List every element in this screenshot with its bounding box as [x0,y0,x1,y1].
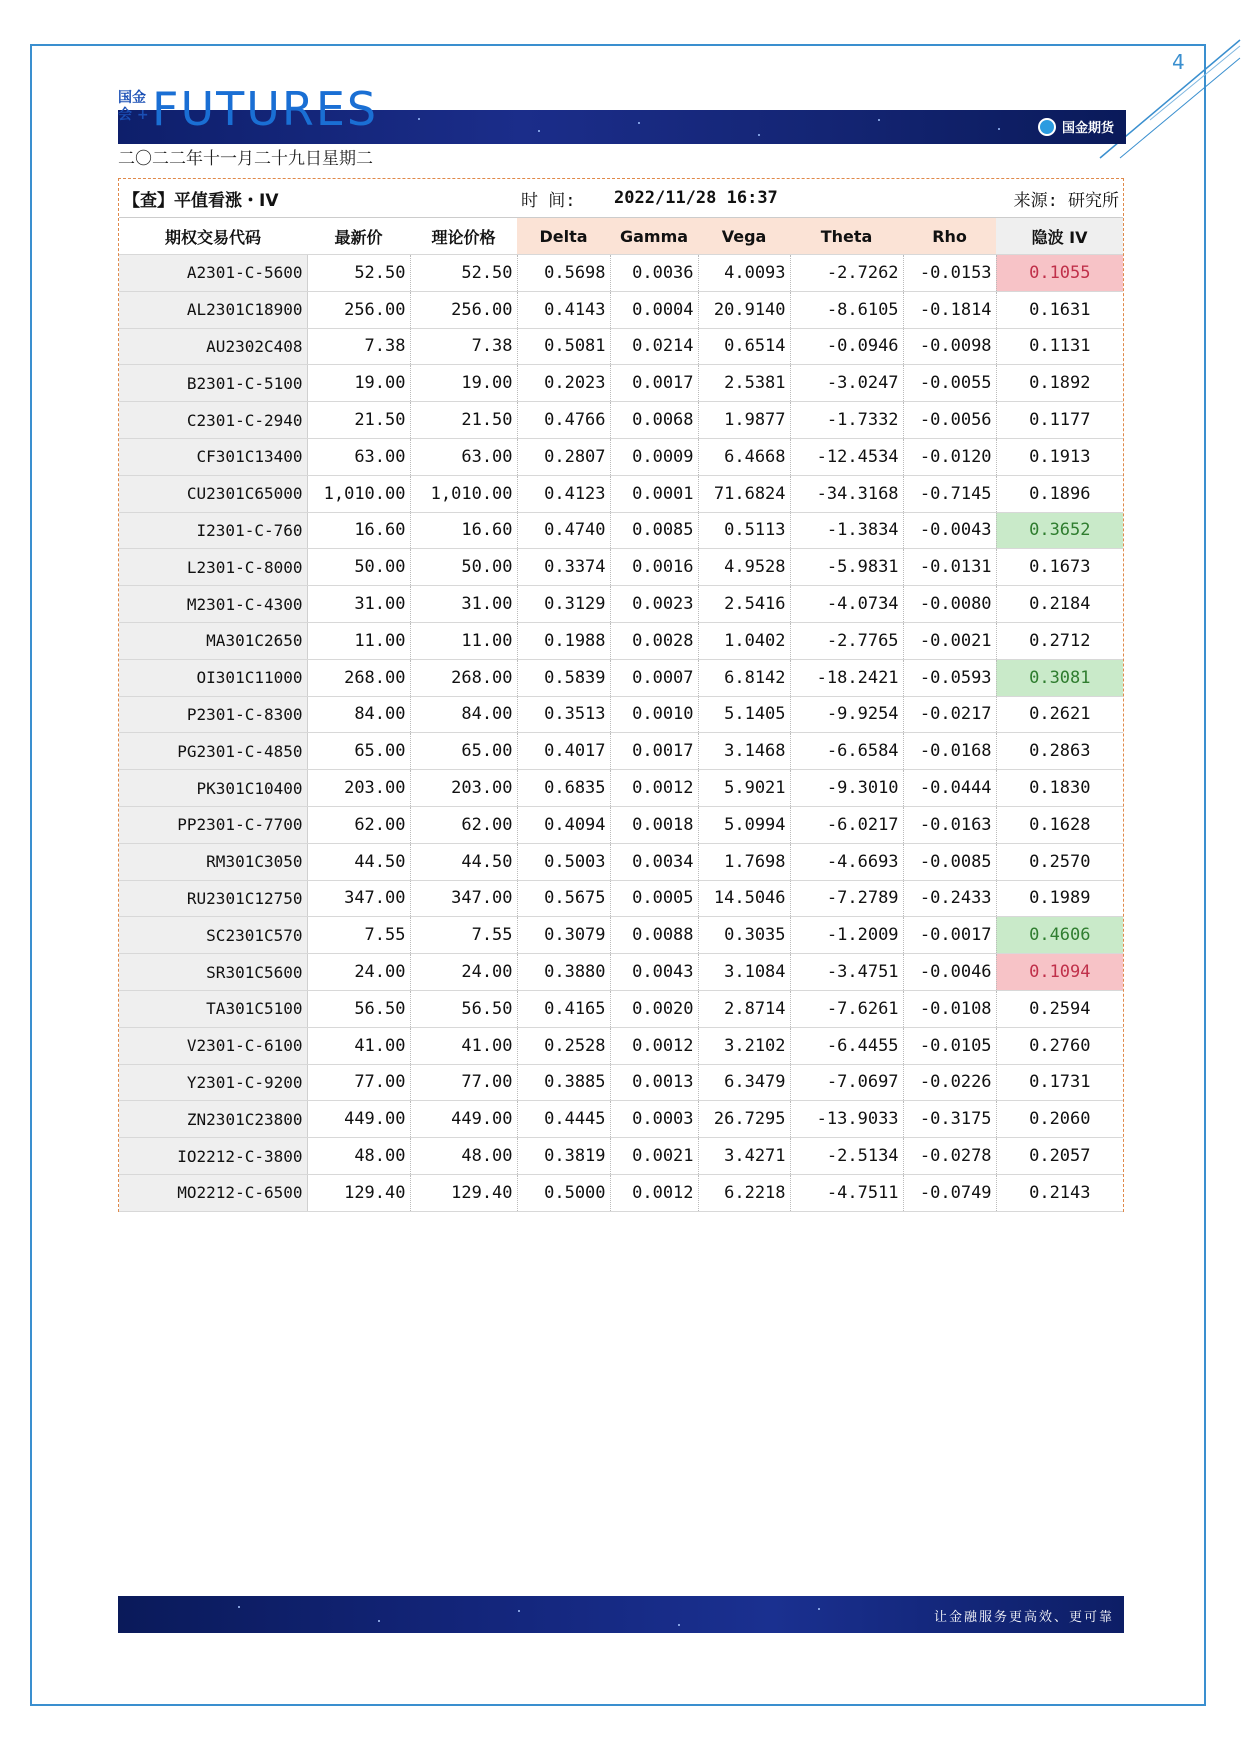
table-row [119,843,1123,880]
option-code-cell: CF301C13400 [119,438,307,475]
table-cell: 0.2712 [996,622,1123,659]
table-cell: 0.1988 [517,622,610,659]
table-cell: 0.5839 [517,659,610,696]
option-code-cell: RM301C3050 [119,843,307,880]
table-cell: 0.2528 [517,1027,610,1064]
table-cell: 0.1055 [996,255,1123,292]
option-code-cell: MO2212-C-6500 [119,1174,307,1211]
table-cell: -0.0055 [903,365,996,402]
iv-table-container [118,178,1124,1212]
table-cell: 0.0068 [610,402,698,439]
table-cell: -0.0108 [903,990,996,1027]
table-cell: -9.3010 [790,770,903,807]
column-header: Theta [790,218,903,255]
table-row [119,291,1123,328]
table-cell: 14.5046 [698,880,790,917]
table-cell: 0.3652 [996,512,1123,549]
logo-small-text: 国金 会 + [118,90,149,123]
table-row [119,1027,1123,1064]
page-number: 4 [1172,50,1185,74]
table-cell: 7.38 [410,328,517,365]
option-code-cell: SR301C5600 [119,954,307,991]
table-cell: 0.4017 [517,733,610,770]
brand-logo [1038,117,1114,136]
table-cell: 0.0012 [610,1174,698,1211]
table-cell: 0.3079 [517,917,610,954]
option-code-cell: V2301-C-6100 [119,1027,307,1064]
table-cell: 19.00 [307,365,410,402]
table-row [119,402,1123,439]
brand-name: 国金期货 [1061,121,1114,136]
table-cell: -0.1814 [903,291,996,328]
table-cell: 26.7295 [698,1101,790,1138]
table-cell: 84.00 [307,696,410,733]
table-cell: -0.7145 [903,475,996,512]
table-row [119,586,1123,623]
table-cell: -1.2009 [790,917,903,954]
table-cell: -0.0105 [903,1027,996,1064]
table-cell: 77.00 [410,1064,517,1101]
table-cell: 0.0023 [610,586,698,623]
table-cell: -7.0697 [790,1064,903,1101]
table-row [119,880,1123,917]
option-code-cell: AU2302C408 [119,328,307,365]
table-cell: 2.5416 [698,586,790,623]
table-cell: -5.9831 [790,549,903,586]
option-code-cell: TA301C5100 [119,990,307,1027]
table-cell: -2.5134 [790,1138,903,1175]
table-cell: 0.3819 [517,1138,610,1175]
footer-slogan: 让金融服务更高效、更可靠 [933,1610,1114,1625]
table-cell: 31.00 [307,586,410,623]
table-cell: 0.0043 [610,954,698,991]
table-cell: 0.3035 [698,917,790,954]
brand-icon [1038,118,1056,136]
table-cell: 24.00 [410,954,517,991]
table-cell: 63.00 [410,438,517,475]
report-date: 二〇二二年十一月二十九日星期二 [118,149,373,169]
table-row [119,990,1123,1027]
table-cell: 0.0214 [610,328,698,365]
table-row [119,806,1123,843]
table-cell: 0.4606 [996,917,1123,954]
table-cell: 4.0093 [698,255,790,292]
option-code-cell: IO2212-C-3800 [119,1138,307,1175]
table-row [119,770,1123,807]
table-cell: -6.4455 [790,1027,903,1064]
option-code-cell: AL2301C18900 [119,291,307,328]
table-cell: 3.4271 [698,1138,790,1175]
table-cell: 0.0012 [610,1027,698,1064]
table-cell: 77.00 [307,1064,410,1101]
table-cell: 0.3880 [517,954,610,991]
table-cell: -0.0168 [903,733,996,770]
table-cell: 0.1896 [996,475,1123,512]
table-cell: 52.50 [410,255,517,292]
table-cell: 0.0088 [610,917,698,954]
table-cell: -3.4751 [790,954,903,991]
table-cell: 0.2570 [996,843,1123,880]
table-cell: 3.1468 [698,733,790,770]
table-cell: 0.0021 [610,1138,698,1175]
time-label: 时 间: [517,179,610,218]
table-cell: -0.0749 [903,1174,996,1211]
table-cell: 0.3513 [517,696,610,733]
table-cell: -1.7332 [790,402,903,439]
table-cell: 0.1628 [996,806,1123,843]
table-cell: 48.00 [410,1138,517,1175]
column-header: 理论价格 [410,218,517,255]
table-cell: 0.5113 [698,512,790,549]
table-cell: -0.0163 [903,806,996,843]
table-cell: 1.9877 [698,402,790,439]
table-cell: 0.2057 [996,1138,1123,1175]
option-code-cell: PK301C10400 [119,770,307,807]
table-cell: -4.7511 [790,1174,903,1211]
table-cell: -7.2789 [790,880,903,917]
table-row [119,328,1123,365]
source-label: 来源: 研究所 [903,179,1123,218]
table-cell: 0.4165 [517,990,610,1027]
table-cell: 0.5081 [517,328,610,365]
option-code-cell: P2301-C-8300 [119,696,307,733]
table-cell: -0.2433 [903,880,996,917]
table-cell: 0.6514 [698,328,790,365]
table-cell: 2.5381 [698,365,790,402]
table-cell: 41.00 [307,1027,410,1064]
table-row [119,1174,1123,1211]
table-cell: 0.0085 [610,512,698,549]
table-cell: -3.0247 [790,365,903,402]
table-cell: -0.0217 [903,696,996,733]
table-cell: 16.60 [307,512,410,549]
table-cell: 11.00 [307,622,410,659]
table-cell: 6.8142 [698,659,790,696]
table-cell: 1.7698 [698,843,790,880]
table-cell: -12.4534 [790,438,903,475]
table-cell: 347.00 [410,880,517,917]
table-cell: 0.5000 [517,1174,610,1211]
table-row [119,1101,1123,1138]
time-value: 2022/11/28 16:37 [610,179,903,218]
table-row [119,1064,1123,1101]
table-row [119,696,1123,733]
table-cell: 0.4143 [517,291,610,328]
table-row [119,438,1123,475]
table-cell: -0.0946 [790,328,903,365]
option-code-cell: Y2301-C-9200 [119,1064,307,1101]
table-cell: 0.3885 [517,1064,610,1101]
table-cell: 52.50 [307,255,410,292]
table-title-row [119,179,1123,218]
table-cell: 44.50 [410,843,517,880]
table-cell: -4.6693 [790,843,903,880]
table-cell: 0.3374 [517,549,610,586]
footer-banner [118,1596,1124,1633]
table-cell: 0.1731 [996,1064,1123,1101]
table-row [119,512,1123,549]
option-code-cell: M2301-C-4300 [119,586,307,623]
table-cell: 129.40 [410,1174,517,1211]
option-code-cell: ZN2301C23800 [119,1101,307,1138]
option-code-cell: MA301C2650 [119,622,307,659]
table-cell: -0.0153 [903,255,996,292]
table-cell: 0.0007 [610,659,698,696]
table-cell: 0.0001 [610,475,698,512]
table-cell: 0.0004 [610,291,698,328]
table-cell: -34.3168 [790,475,903,512]
table-cell: 0.5698 [517,255,610,292]
table-cell: 0.0009 [610,438,698,475]
table-cell: 449.00 [307,1101,410,1138]
table-cell: 0.2594 [996,990,1123,1027]
table-cell: 2.8714 [698,990,790,1027]
table-cell: 31.00 [410,586,517,623]
table-cell: 0.2621 [996,696,1123,733]
table-cell: 0.6835 [517,770,610,807]
table-cell: -0.0098 [903,328,996,365]
table-cell: -4.0734 [790,586,903,623]
table-cell: 0.0017 [610,365,698,402]
table-cell: 0.1913 [996,438,1123,475]
table-cell: 203.00 [307,770,410,807]
table-cell: -7.6261 [790,990,903,1027]
table-header-row [119,218,1123,255]
table-cell: 0.2143 [996,1174,1123,1211]
table-row [119,365,1123,402]
table-cell: 56.50 [307,990,410,1027]
table-cell: 0.0028 [610,622,698,659]
table-cell: 48.00 [307,1138,410,1175]
table-cell: 0.0010 [610,696,698,733]
table-cell: 5.0994 [698,806,790,843]
table-cell: -6.0217 [790,806,903,843]
option-code-cell: B2301-C-5100 [119,365,307,402]
logo-big-text: FUTURES [152,82,379,136]
column-header: 隐波 IV [996,218,1123,255]
table-cell: 1,010.00 [410,475,517,512]
table-cell: 1.0402 [698,622,790,659]
table-cell: -9.9254 [790,696,903,733]
table-cell: 44.50 [307,843,410,880]
table-cell: -2.7765 [790,622,903,659]
table-cell: 347.00 [307,880,410,917]
table-cell: 0.4766 [517,402,610,439]
table-cell: 65.00 [307,733,410,770]
table-cell: 129.40 [307,1174,410,1211]
table-cell: -1.3834 [790,512,903,549]
table-cell: 0.3081 [996,659,1123,696]
table-cell: 0.1673 [996,549,1123,586]
table-row [119,475,1123,512]
table-cell: 0.0036 [610,255,698,292]
option-code-cell: CU2301C65000 [119,475,307,512]
table-cell: 0.4094 [517,806,610,843]
table-cell: 6.4668 [698,438,790,475]
option-code-cell: PP2301-C-7700 [119,806,307,843]
column-header: Vega [698,218,790,255]
table-cell: 16.60 [410,512,517,549]
column-header: Rho [903,218,996,255]
table-cell: 62.00 [410,806,517,843]
table-cell: -0.0080 [903,586,996,623]
table-row [119,1138,1123,1175]
option-code-cell: L2301-C-8000 [119,549,307,586]
table-cell: 21.50 [307,402,410,439]
table-row [119,954,1123,991]
table-cell: 6.2218 [698,1174,790,1211]
table-cell: 3.2102 [698,1027,790,1064]
table-cell: 0.1989 [996,880,1123,917]
table-cell: -6.6584 [790,733,903,770]
table-cell: 0.1830 [996,770,1123,807]
table-cell: 0.2184 [996,586,1123,623]
option-code-cell: RU2301C12750 [119,880,307,917]
table-cell: -0.0120 [903,438,996,475]
table-cell: 268.00 [410,659,517,696]
table-cell: 0.0016 [610,549,698,586]
table-cell: 56.50 [410,990,517,1027]
table-body [119,255,1123,1212]
table-cell: 256.00 [307,291,410,328]
table-cell: 41.00 [410,1027,517,1064]
table-cell: 0.2807 [517,438,610,475]
table-cell: -2.7262 [790,255,903,292]
table-cell: 21.50 [410,402,517,439]
option-code-cell: I2301-C-760 [119,512,307,549]
table-cell: -0.0444 [903,770,996,807]
column-header: Gamma [610,218,698,255]
table-cell: -0.0056 [903,402,996,439]
table-cell: -0.3175 [903,1101,996,1138]
table-cell: 5.1405 [698,696,790,733]
table-cell: 0.0017 [610,733,698,770]
table-cell: 62.00 [307,806,410,843]
option-code-cell: OI301C11000 [119,659,307,696]
table-cell: 5.9021 [698,770,790,807]
table-cell: 4.9528 [698,549,790,586]
table-cell: 0.2863 [996,733,1123,770]
table-cell: 0.0005 [610,880,698,917]
table-cell: -0.0017 [903,917,996,954]
table-cell: 0.1094 [996,954,1123,991]
table-cell: -0.0085 [903,843,996,880]
table-cell: -0.0043 [903,512,996,549]
table-row [119,917,1123,954]
table-cell: 1,010.00 [307,475,410,512]
table-cell: 0.4445 [517,1101,610,1138]
table-cell: 7.55 [307,917,410,954]
column-header: Delta [517,218,610,255]
table-cell: 11.00 [410,622,517,659]
table-cell: 7.38 [307,328,410,365]
option-code-cell: PG2301-C-4850 [119,733,307,770]
table-cell: -0.0131 [903,549,996,586]
table-cell: 71.6824 [698,475,790,512]
table-cell: 0.1177 [996,402,1123,439]
table-cell: -13.9033 [790,1101,903,1138]
table-row [119,549,1123,586]
table-cell: 0.4123 [517,475,610,512]
table-cell: 0.4740 [517,512,610,549]
table-cell: 7.55 [410,917,517,954]
table-cell: 84.00 [410,696,517,733]
table-cell: 0.5003 [517,843,610,880]
table-cell: 0.2023 [517,365,610,402]
table-cell: 50.00 [410,549,517,586]
table-cell: -0.0046 [903,954,996,991]
option-code-cell: A2301-C-5600 [119,255,307,292]
table-cell: 0.2060 [996,1101,1123,1138]
table-cell: 268.00 [307,659,410,696]
table-cell: 0.1631 [996,291,1123,328]
table-cell: 0.5675 [517,880,610,917]
table-cell: 50.00 [307,549,410,586]
column-header: 最新价 [307,218,410,255]
table-cell: 0.0034 [610,843,698,880]
table-cell: 63.00 [307,438,410,475]
table-cell: -8.6105 [790,291,903,328]
table-row [119,733,1123,770]
table-cell: 0.1892 [996,365,1123,402]
table-cell: 6.3479 [698,1064,790,1101]
table-cell: 449.00 [410,1101,517,1138]
table-cell: 19.00 [410,365,517,402]
table-cell: -0.0226 [903,1064,996,1101]
iv-table [119,179,1123,1212]
table-cell: 0.2760 [996,1027,1123,1064]
table-cell: 0.1131 [996,328,1123,365]
table-cell: 0.0020 [610,990,698,1027]
table-cell: 20.9140 [698,291,790,328]
table-cell: -18.2421 [790,659,903,696]
table-row [119,255,1123,292]
table-row [119,659,1123,696]
table-cell: 65.00 [410,733,517,770]
table-row [119,622,1123,659]
table-cell: 256.00 [410,291,517,328]
table-cell: -0.0021 [903,622,996,659]
option-code-cell: SC2301C570 [119,917,307,954]
table-cell: -0.0593 [903,659,996,696]
table-cell: 24.00 [307,954,410,991]
table-cell: 0.0018 [610,806,698,843]
table-cell: 0.0003 [610,1101,698,1138]
table-cell: 0.0013 [610,1064,698,1101]
table-cell: 203.00 [410,770,517,807]
table-cell: 0.0012 [610,770,698,807]
table-cell: -0.0278 [903,1138,996,1175]
column-header: 期权交易代码 [119,218,307,255]
table-cell: 0.3129 [517,586,610,623]
option-code-cell: C2301-C-2940 [119,402,307,439]
table-title: 【查】平值看涨・IV [119,179,517,218]
table-cell: 3.1084 [698,954,790,991]
